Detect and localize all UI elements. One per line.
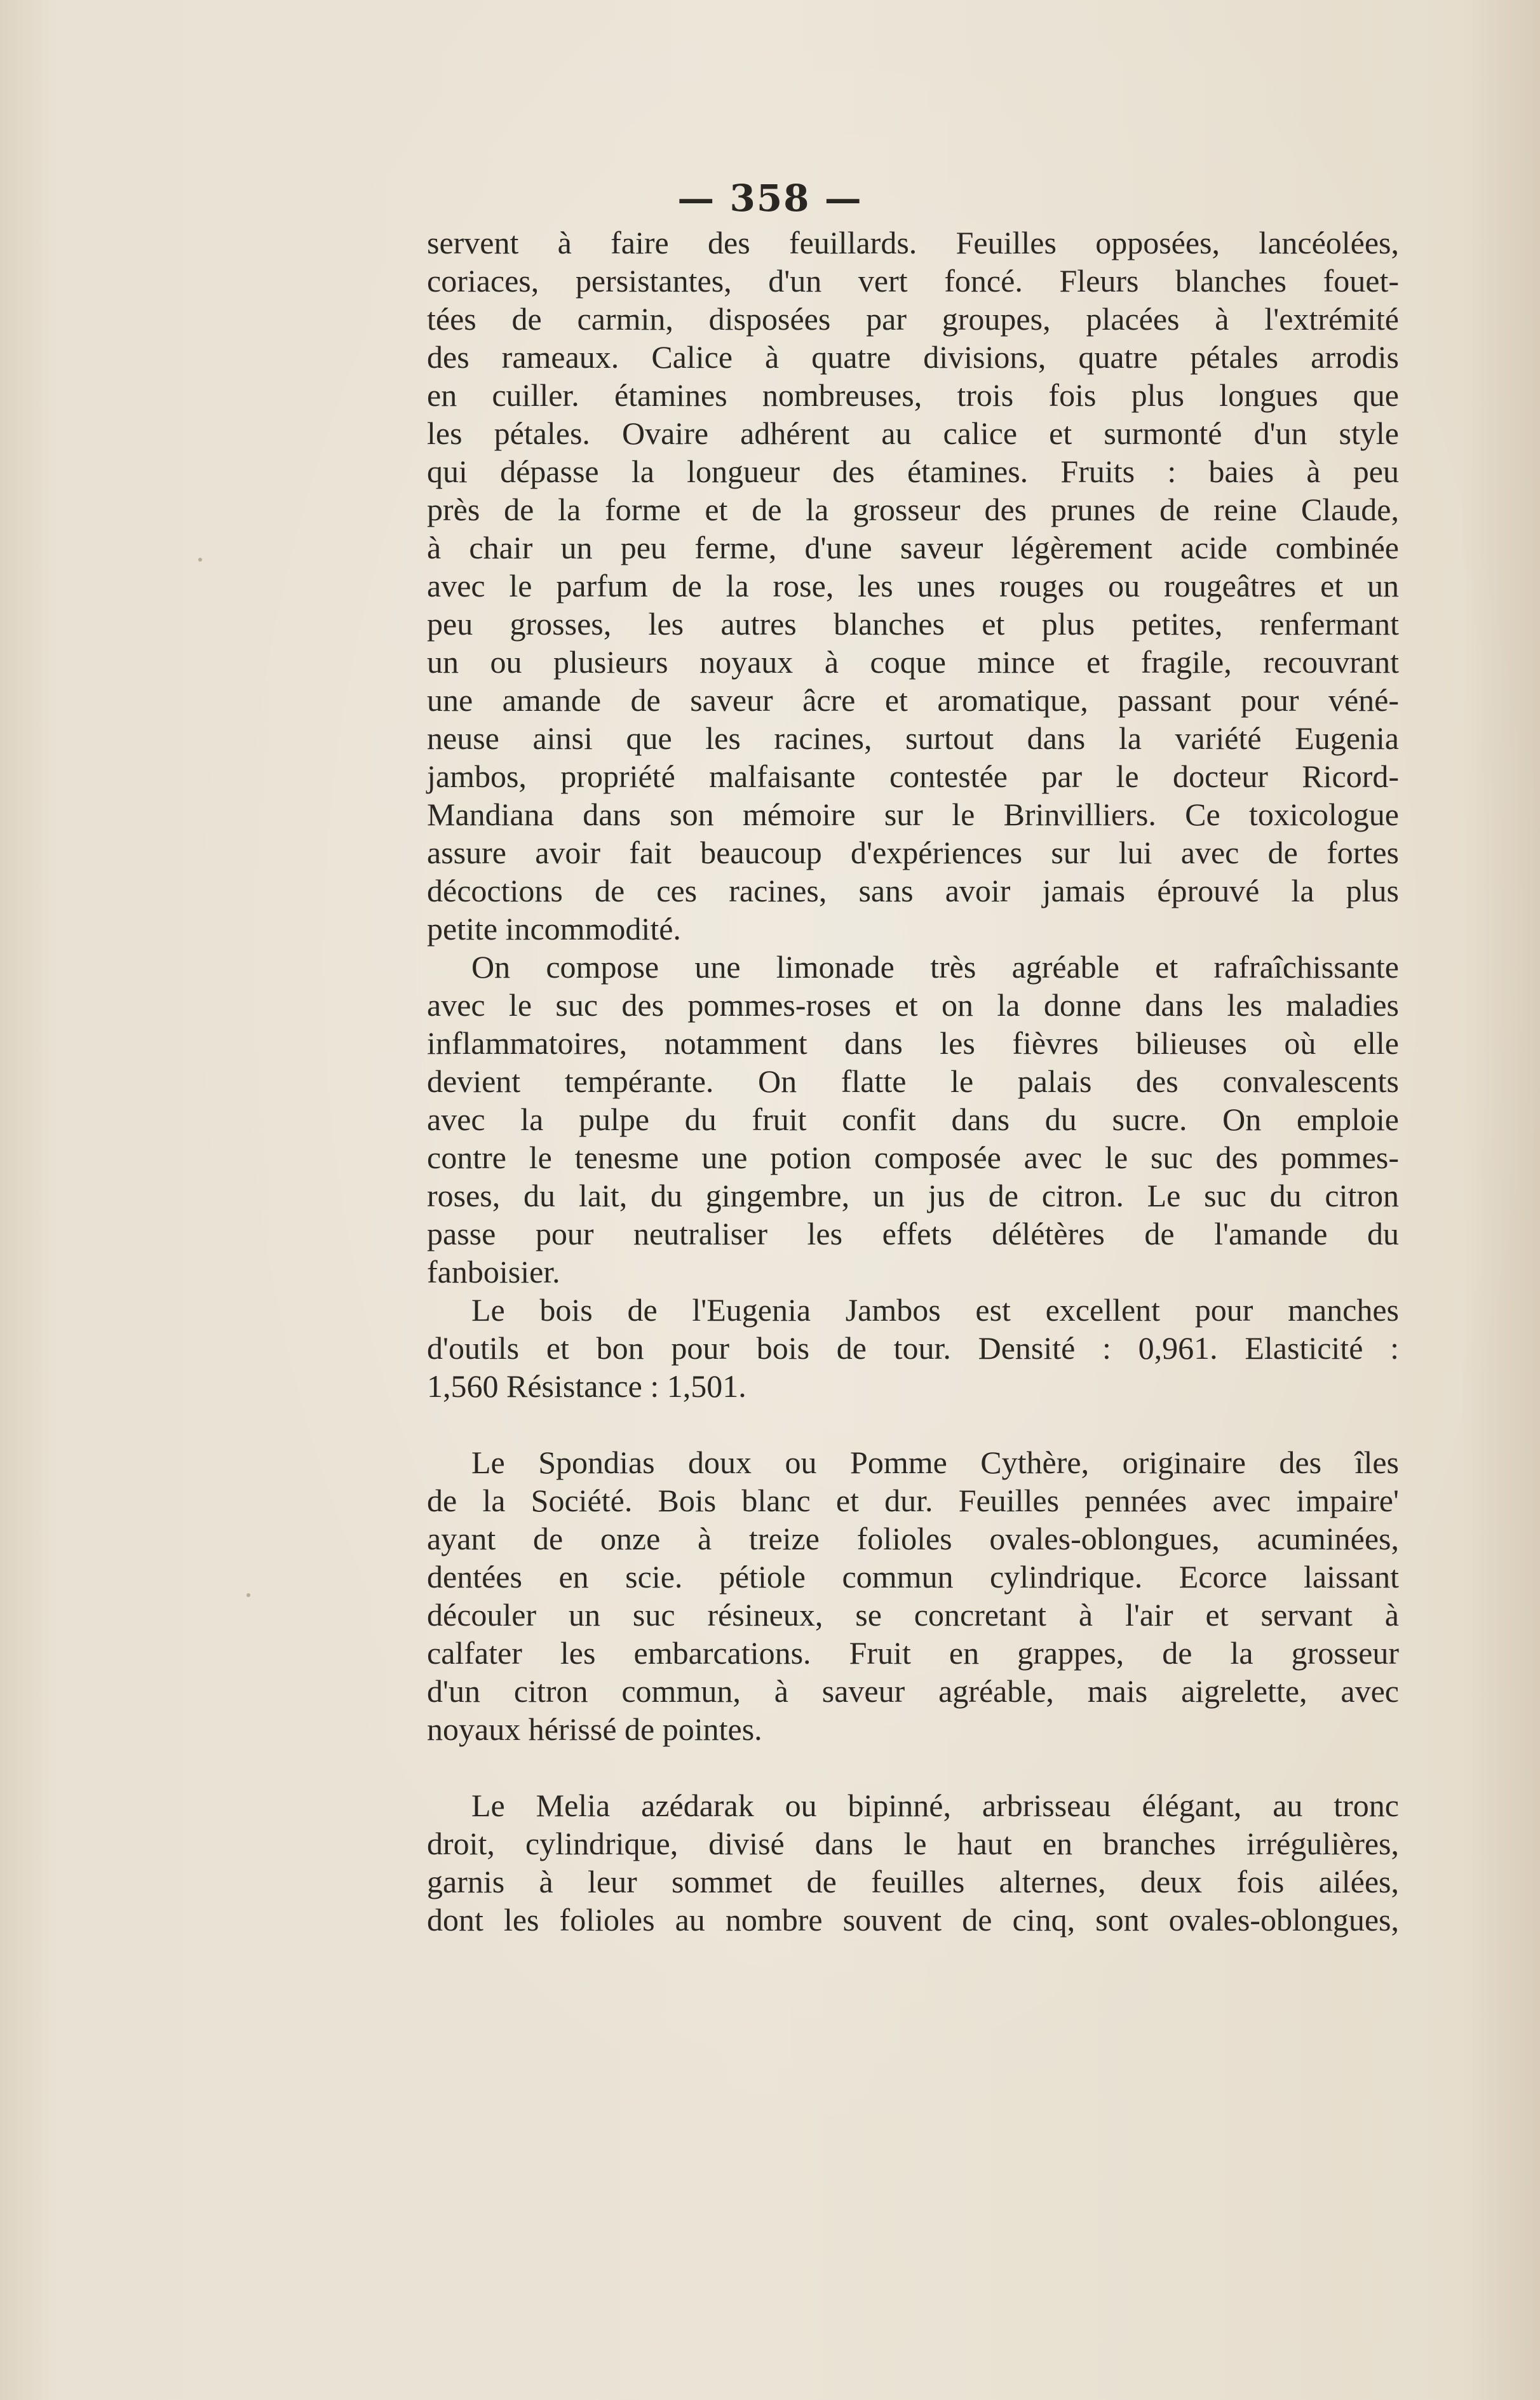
- text-line: jambos, propriété malfaisante contestée par le docteur Ricord-: [427, 758, 1399, 794]
- text-line: noyaux hérissé de pointes.: [427, 1711, 762, 1747]
- text-line: ayant de onze à treize folioles ovales-oblongues, acuminées,: [427, 1521, 1399, 1556]
- paragraph-gap: [427, 1405, 1399, 1443]
- text-line: de la Société. Bois blanc et dur. Feuilles pennées avec impaire': [427, 1483, 1399, 1518]
- text-line: neuse ainsi que les racines, surtout dans la variété Eugenia: [427, 720, 1399, 756]
- text-line: servent à faire des feuillards. Feuilles opposées, lancéolées,: [427, 225, 1399, 260]
- paragraph-gap: [427, 1748, 1399, 1786]
- text-line: en cuiller. étamines nombreuses, trois fois plus longues que: [427, 377, 1399, 413]
- text-line: Le bois de l'Eugenia Jambos est excellent pour manches: [471, 1292, 1399, 1328]
- text-line: près de la forme et de la grosseur des prunes de reine Claude,: [427, 492, 1399, 527]
- text-line: peu grosses, les autres blanches et plus petites, renfermant: [427, 606, 1399, 642]
- text-line: garnis à leur sommet de feuilles alternes, deux fois ailées,: [427, 1864, 1399, 1899]
- text-line: Mandiana dans son mémoire sur le Brinvilliers. Ce toxicologue: [427, 797, 1399, 832]
- text-line: dont les folioles au nombre souvent de cinq, sont ovales-oblongues,: [427, 1902, 1399, 1938]
- text-line: avec le parfum de la rose, les unes rouges ou rougeâtres et un: [427, 568, 1399, 603]
- text-line: inflammatoires, notamment dans les fièvres bilieuses où elle: [427, 1025, 1399, 1061]
- text-line: des rameaux. Calice à quatre divisions, quatre pétales arrodis: [427, 339, 1399, 375]
- page-number: — 358 —: [677, 177, 863, 220]
- text-line: fanboisier.: [427, 1254, 560, 1290]
- text-line: droit, cylindrique, divisé dans le haut en branches irrégulières,: [427, 1826, 1399, 1861]
- paragraph-3: [427, 1291, 1399, 1405]
- text-line: qui dépasse la longueur des étamines. Fruits : baies à peu: [427, 454, 1399, 489]
- text-line: petite incommodité.: [427, 911, 681, 947]
- text-line: passe pour neutraliser les effets délétères de l'amande du: [427, 1216, 1399, 1251]
- text-line: tées de carmin, disposées par groupes, placées à l'extrémité: [427, 301, 1399, 337]
- paragraph-5: [427, 1786, 1399, 1939]
- text-line: d'outils et bon pour bois de tour. Densité : 0,961. Elasticité :: [427, 1330, 1399, 1366]
- text-line: avec la pulpe du fruit confit dans du sucre. On emploie: [427, 1102, 1399, 1137]
- text-line: devient tempérante. On flatte le palais des convalescents: [427, 1063, 1399, 1099]
- text-line: dentées en scie. pétiole commun cylindrique. Ecorce laissant: [427, 1559, 1399, 1594]
- text-line: à chair un peu ferme, d'une saveur légèrement acide combinée: [427, 530, 1399, 565]
- text-line: d'un citron commun, à saveur agréable, mais aigrelette, avec: [427, 1673, 1399, 1709]
- text-line: Le Spondias doux ou Pomme Cythère, originaire des îles: [471, 1445, 1399, 1480]
- text-line: un ou plusieurs noyaux à coque mince et fragile, recouvrant: [427, 644, 1399, 680]
- text-line: une amande de saveur âcre et aromatique, passant pour véné-: [427, 682, 1399, 718]
- text-line: coriaces, persistantes, d'un vert foncé. Fleurs blanches fouet-: [427, 263, 1399, 299]
- text-line: calfater les embarcations. Fruit en grappes, de la grosseur: [427, 1635, 1399, 1671]
- text-line: Le Melia azédarak ou bipinné, arbrisseau élégant, au tronc: [471, 1788, 1399, 1823]
- text-line: On compose une limonade très agréable et rafraîchissante: [471, 949, 1399, 985]
- text-line: 1,560 Résistance : 1,501.: [427, 1368, 746, 1404]
- body-text: [427, 224, 1399, 1939]
- text-line: roses, du lait, du gingembre, un jus de citron. Le suc du citron: [427, 1178, 1399, 1213]
- text-line: découler un suc résineux, se concretant à l'air et servant à: [427, 1597, 1399, 1633]
- text-line: les pétales. Ovaire adhérent au calice et surmonté d'un style: [427, 415, 1399, 451]
- margin-speck: [247, 1593, 250, 1597]
- paragraph-4: [427, 1443, 1399, 1748]
- paragraph-1: [427, 224, 1399, 948]
- text-line: contre le tenesme une potion composée avec le suc des pommes-: [427, 1140, 1399, 1175]
- text-line: assure avoir fait beaucoup d'expériences sur lui avec de fortes: [427, 835, 1399, 870]
- margin-speck: [198, 558, 202, 562]
- text-line: décoctions de ces racines, sans avoir jamais éprouvé la plus: [427, 873, 1399, 908]
- text-line: avec le suc des pommes-roses et on la donne dans les maladies: [427, 987, 1399, 1023]
- paragraph-2: [427, 948, 1399, 1291]
